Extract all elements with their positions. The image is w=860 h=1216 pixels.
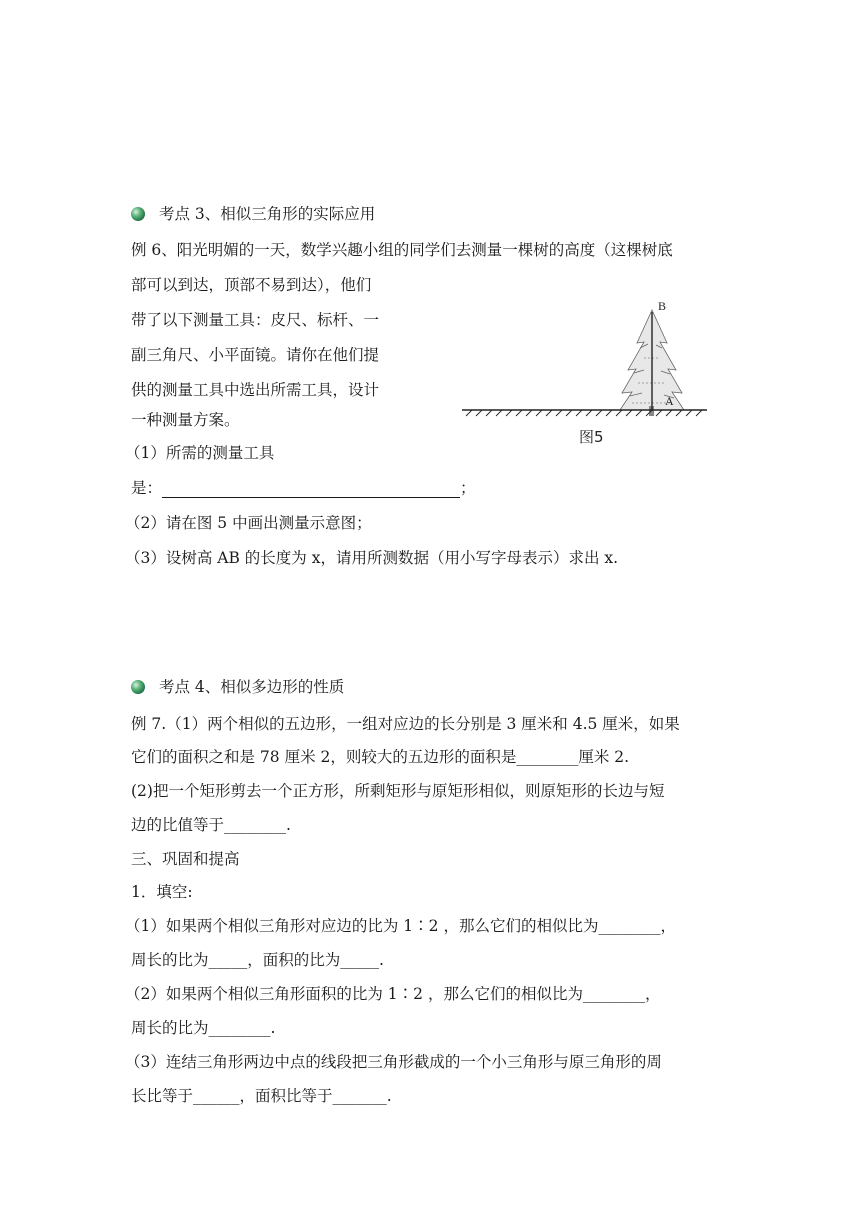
p1-line2: 周长的比为_____，面积的比为_____.	[131, 951, 384, 969]
p2-line1: （2）如果两个相似三角形面积的比为 1∶2 ，那么它们的相似比为________，	[125, 985, 661, 1003]
section3-title: 考点 3、相似三角形的实际应用	[159, 205, 376, 223]
q1-prefix: 是：	[131, 479, 163, 497]
ex7-line2: 它们的面积之和是 78 厘米 2，则较大的五边形的面积是________厘米 2.	[131, 748, 630, 766]
p1-line1: （1）如果两个相似三角形对应边的比为 1∶2 ，那么它们的相似比为________，	[125, 917, 676, 935]
tree-diagram	[462, 288, 712, 453]
figure-caption: 图5	[579, 428, 604, 446]
bullet-icon	[131, 680, 145, 694]
label-a: A	[665, 394, 674, 408]
q3-line: （3）设树高 AB 的长度为 x，请用所测数据（用小写字母表示）求出 x.	[125, 549, 619, 567]
ex6-line4: 副三角尺、小平面镜。请你在他们提	[131, 346, 380, 364]
p3-line1: （3）连结三角形两边中点的线段把三角形截成的一个小三角形与原三角形的周	[125, 1053, 662, 1071]
review-heading: 三、巩固和提高	[131, 850, 240, 868]
section4-title: 考点 4、相似多边形的性质	[159, 678, 345, 696]
q1-end: ；	[460, 479, 476, 497]
q2-line: （2）请在图 5 中画出测量示意图；	[125, 514, 372, 532]
ex6-line6: 一种测量方案。	[131, 411, 240, 429]
ex7-line1: 例 7.（1）两个相似的五边形，一组对应边的长分别是 3 厘米和 4.5 厘米，如果	[131, 715, 680, 733]
ex7-line3: (2)把一个矩形剪去一个正方形，所剩矩形与原矩形相似，则原矩形的长边与短	[131, 782, 665, 800]
q1-line2	[131, 478, 476, 498]
ex7-line4: 边的比值等于________.	[131, 816, 291, 834]
p2-line2: 周长的比为________.	[131, 1019, 276, 1037]
ex6-line5: 供的测量工具中选出所需工具，设计	[131, 381, 380, 399]
fill-title: 1．填空:	[131, 883, 193, 901]
bullet-icon	[131, 207, 145, 221]
ex6-line3: 带了以下测量工具：皮尺、标杆、一	[131, 311, 380, 329]
q1-line1: （1）所需的测量工具	[125, 444, 275, 462]
ground-hatch	[466, 410, 702, 416]
ex6-line1: 例 6、阳光明媚的一天，数学兴趣小组的同学们去测量一棵树的高度（这棵树底	[131, 241, 673, 259]
answer-blank	[162, 481, 460, 498]
figure-5	[462, 288, 712, 453]
label-b: B	[658, 299, 667, 313]
p3-line2: 长比等于______，面积比等于_______.	[131, 1087, 392, 1105]
ex6-line2: 部可以到达，顶部不易到达），他们	[131, 276, 372, 294]
